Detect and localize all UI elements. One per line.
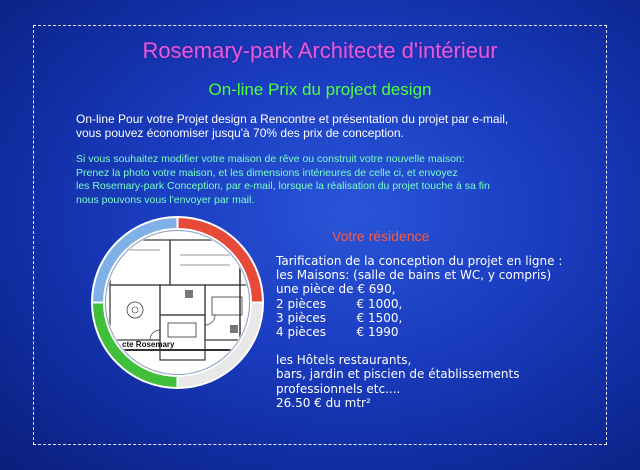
pricing-line: professionnels etc.... bbox=[276, 381, 401, 396]
pricing-line: une pièce de € 690, bbox=[276, 282, 396, 297]
plan-label: cte Rosemary bbox=[122, 340, 175, 349]
residence-title: Votre résidence bbox=[332, 228, 430, 244]
pricing-line: Tarification de la conception du projet en ligne : bbox=[276, 254, 563, 268]
floor-plan-image bbox=[90, 215, 265, 390]
pricing-line: 2 pièces € 1000, bbox=[276, 296, 403, 311]
intro-text bbox=[76, 112, 586, 140]
pricing-line: les Hôtels restaurants, bbox=[276, 353, 412, 368]
intro-details-line: nous pouvons vous l'envoyer par mail. bbox=[76, 193, 255, 206]
pricing-line: les Maisons: (salle de bains et WC, y compris) bbox=[276, 268, 552, 283]
pricing-line: bars, jardin et piscien de établissements bbox=[276, 367, 520, 382]
intro-details-line: Prenez la photo votre maison, et les dimensions intérieures de celle ci, et envoyez bbox=[76, 166, 458, 179]
intro-line: On-line Pour votre Projet design a Rencontre et présentation du projet par e-mail, bbox=[76, 112, 509, 126]
intro-details-line: les Rosemary-park Conception, par e-mail, lorsque la réalisation du projet touche à sa fin bbox=[76, 180, 490, 192]
pricing-block bbox=[276, 254, 586, 410]
intro-details-line: Si vous souhaitez modifier votre maison de rêve ou construit votre nouvelle maison: bbox=[76, 153, 465, 165]
intro-line: vous pouvez économiser jusqu'à 70% des prix de conception. bbox=[76, 126, 404, 140]
pricing-line: 26.50 € du mtr² bbox=[276, 395, 371, 410]
page-title: Rosemary-park Architecte d'intérieur bbox=[142, 38, 498, 63]
pricing-line: 3 pièces € 1500, bbox=[276, 310, 403, 325]
intro-details bbox=[76, 153, 596, 207]
pricing-line: 4 pièces € 1990 bbox=[276, 325, 399, 340]
page-subtitle: On-line Prix du project design bbox=[208, 80, 432, 99]
